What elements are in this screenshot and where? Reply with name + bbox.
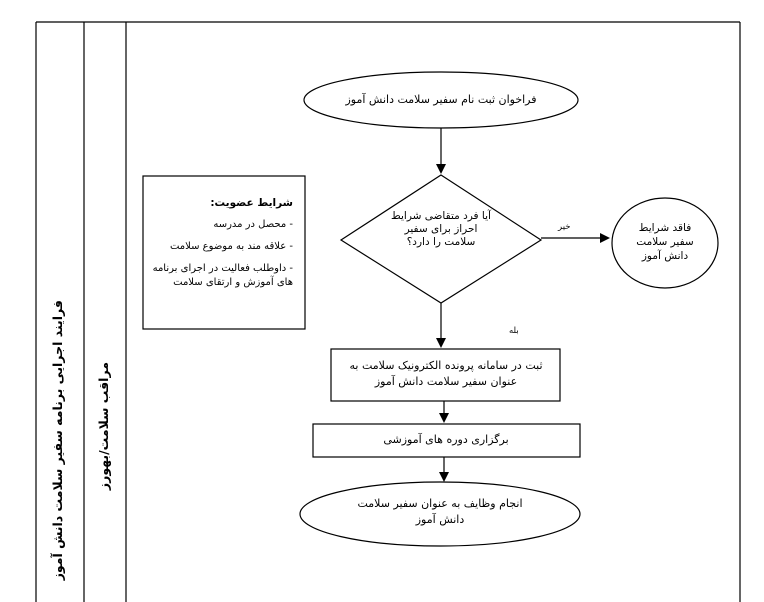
edge-label-no: خیر bbox=[558, 222, 571, 232]
membership-note bbox=[143, 176, 305, 329]
membership-note-item: - داوطلب فعالیت در اجرای برنامه های آموزش و ارتقای سلامت bbox=[152, 263, 293, 288]
start-node-text: فراخوان ثبت نام سفیر سلامت دانش آموز bbox=[345, 93, 537, 106]
membership-note-item: - محصل در مدرسه bbox=[213, 219, 293, 230]
membership-note-title: شرایط عضویت: bbox=[210, 197, 293, 209]
reject-node-text: فاقد شرایط سفیر سلامت دانش آموز bbox=[636, 222, 694, 262]
membership-note-item: - علاقه مند به موضوع سلامت bbox=[169, 241, 293, 252]
training-node-text: برگزاری دوره های آموزشی bbox=[383, 433, 509, 446]
end-node-text: انجام وظایف به عنوان سفیر سلامت دانش آموز bbox=[357, 497, 523, 526]
process-title: فرایند اجرایی برنامه سفیر سلامت دانش آموز bbox=[50, 300, 65, 581]
register-node-text: ثبت در سامانه پرونده الکترونیک سلامت به عنوان سفیر سلامت دانش آموز bbox=[349, 359, 543, 388]
edge-label-yes: بله bbox=[509, 326, 519, 336]
actor-lane-label: مراقب سلامت/بهورز bbox=[96, 362, 111, 491]
decision-node-text: آیا فرد متقاضی شرایط احراز برای سفیر سلامت را دارد؟ bbox=[391, 210, 491, 248]
